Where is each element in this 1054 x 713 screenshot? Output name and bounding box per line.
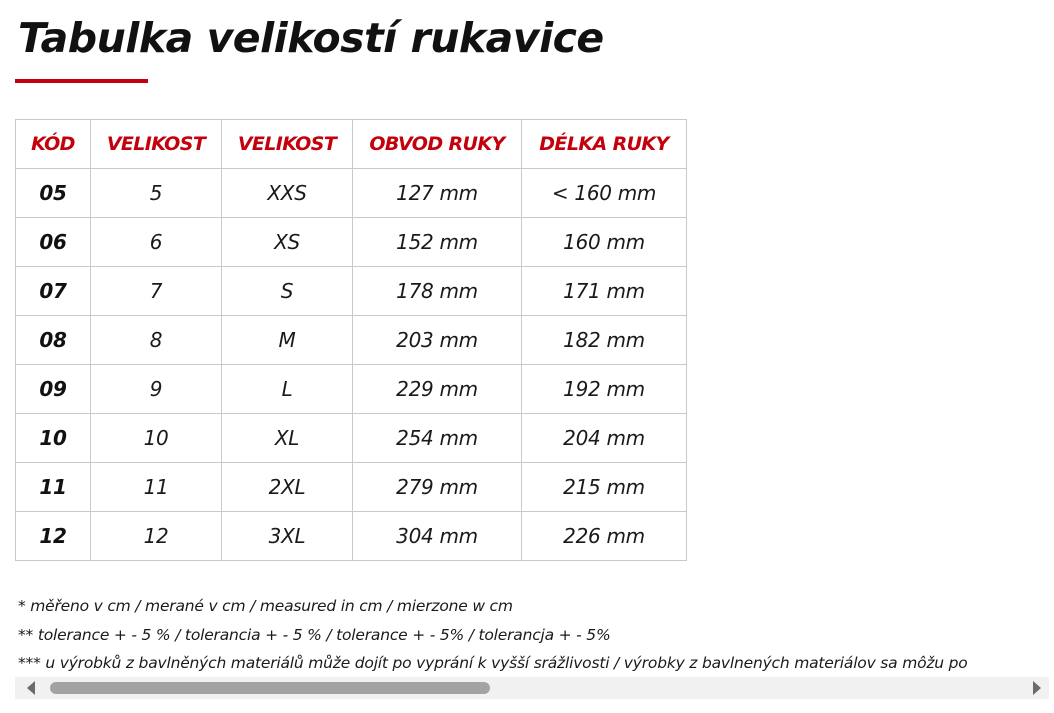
- footnote-shrinkage: *** u výrobků z bavlněných materiálů může dojít po vyprání k vyšší srážlivosti / výrobky z bavlnených materiálov sa môžu po: [18, 654, 968, 672]
- cell-circumference: 152 mm: [353, 218, 522, 267]
- cell-circumference: 203 mm: [353, 316, 522, 365]
- footnotes: [18, 594, 1054, 680]
- chevron-right-icon[interactable]: [1033, 681, 1041, 695]
- cell-size-letter: XS: [222, 218, 353, 267]
- scrollbar-thumb[interactable]: [50, 682, 490, 694]
- cell-size-number: 12: [91, 512, 222, 561]
- cell-circumference: 127 mm: [353, 169, 522, 218]
- cell-circumference: 178 mm: [353, 267, 522, 316]
- cell-size-number: 5: [91, 169, 222, 218]
- cell-circumference: 304 mm: [353, 512, 522, 561]
- cell-size-number: 8: [91, 316, 222, 365]
- table-row: [16, 414, 687, 463]
- cell-length: < 160 mm: [522, 169, 687, 218]
- cell-circumference: 229 mm: [353, 365, 522, 414]
- cell-size-number: 11: [91, 463, 222, 512]
- horizontal-scrollbar[interactable]: [15, 677, 1049, 699]
- cell-size-number: 9: [91, 365, 222, 414]
- table-row: [16, 316, 687, 365]
- header-size-letter: VELIKOST: [222, 120, 353, 169]
- table-row: [16, 512, 687, 561]
- cell-size-letter: L: [222, 365, 353, 414]
- header-hand-length: DÉLKA RUKY: [522, 120, 687, 169]
- footnote-tolerance: ** tolerance + - 5 % / tolerancia + - 5 % / tolerance + - 5% / tolerancja + - 5%: [18, 625, 611, 644]
- cell-length: 215 mm: [522, 463, 687, 512]
- page-title: Tabulka velikostí rukavice: [18, 14, 604, 62]
- table-row: [16, 365, 687, 414]
- cell-size-letter: XL: [222, 414, 353, 463]
- title-underline: [15, 79, 148, 83]
- cell-circumference: 254 mm: [353, 414, 522, 463]
- cell-code: 11: [16, 463, 91, 512]
- cell-length: 160 mm: [522, 218, 687, 267]
- table-row: [16, 169, 687, 218]
- cell-code: 10: [16, 414, 91, 463]
- cell-size-letter: 3XL: [222, 512, 353, 561]
- cell-length: 182 mm: [522, 316, 687, 365]
- table-row: [16, 218, 687, 267]
- size-table: [15, 119, 687, 561]
- table-row: [16, 267, 687, 316]
- cell-length: 226 mm: [522, 512, 687, 561]
- cell-size-letter: XXS: [222, 169, 353, 218]
- cell-size-letter: 2XL: [222, 463, 353, 512]
- cell-code: 09: [16, 365, 91, 414]
- cell-code: 07: [16, 267, 91, 316]
- chevron-left-icon[interactable]: [27, 681, 35, 695]
- table-header-row: [16, 120, 687, 169]
- cell-length: 192 mm: [522, 365, 687, 414]
- header-hand-circumference: OBVOD RUKY: [353, 120, 522, 169]
- cell-size-number: 7: [91, 267, 222, 316]
- footnote-measurement: * měřeno v cm / merané v cm / measured in cm / mierzone w cm: [18, 597, 513, 615]
- table-row: [16, 463, 687, 512]
- cell-size-number: 10: [91, 414, 222, 463]
- cell-code: 06: [16, 218, 91, 267]
- cell-size-letter: S: [222, 267, 353, 316]
- header-code: KÓD: [16, 120, 91, 169]
- cell-size-number: 6: [91, 218, 222, 267]
- cell-code: 12: [16, 512, 91, 561]
- cell-length: 171 mm: [522, 267, 687, 316]
- cell-code: 08: [16, 316, 91, 365]
- cell-circumference: 279 mm: [353, 463, 522, 512]
- cell-size-letter: M: [222, 316, 353, 365]
- cell-code: 05: [16, 169, 91, 218]
- cell-length: 204 mm: [522, 414, 687, 463]
- header-size-number: VELIKOST: [91, 120, 222, 169]
